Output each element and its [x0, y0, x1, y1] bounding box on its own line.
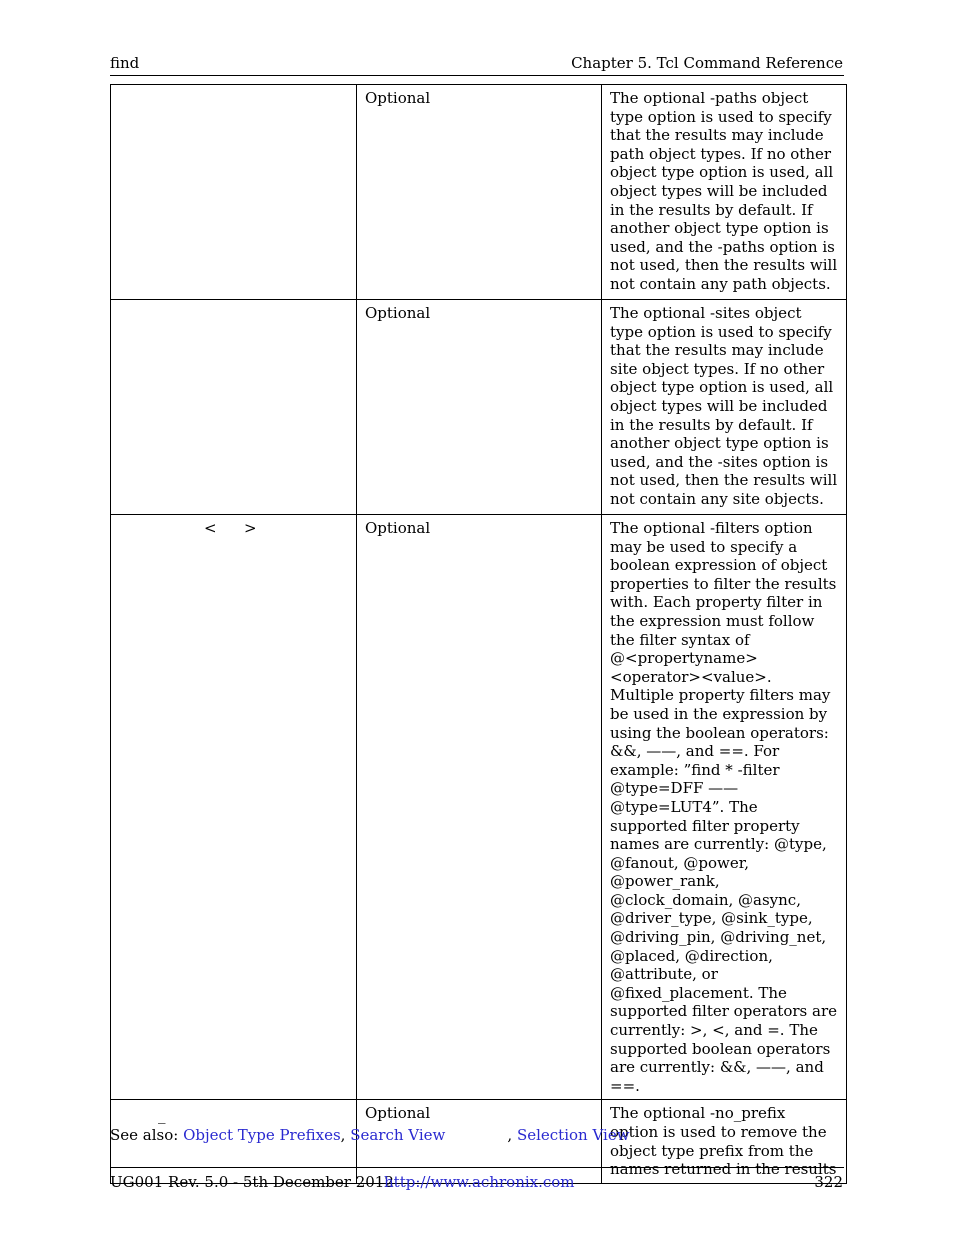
footer-rule	[110, 1167, 844, 1168]
description-cell: The optional -filters option may be used to specify a boolean expression of object properties to filter the results with. Each property filter in the expression must follow the filter syntax of @<propertyname><operator><value>. Multiple property filters may be used in the expression by using the boolean operators: &&, ——, and ==. For example: ”find * -filter @type=DFF —— @type=LUT4”. The supported filter property names are currently: @type, @fanout, @power, @power_rank, @clock_domain, @async, @driver_type, @sink_type, @driving_pin, @driving_net, @placed, @direction, @attribute, or @fixed_placement. The supported filter operators are currently: >, <, and =. The supported boolean operators are currently: &&, ——, and ==.	[602, 515, 847, 1100]
option-cell	[111, 300, 357, 515]
required-cell: Optional	[357, 515, 602, 1100]
option-gt-symbol: >	[244, 519, 257, 537]
link-selection-view[interactable]: Selection View	[516, 1126, 630, 1144]
see-also-separator: ,	[507, 1126, 513, 1144]
description-cell: The optional -paths object type option is used to specify that the results may include path object types. If no other object type option is used, all object types will be included in the results by default. If another object type option is used, and the -paths option is not used, then the results will not contain any path objects.	[602, 85, 847, 300]
options-table	[110, 84, 847, 1184]
description-cell: The optional -no_prefix option is used to remove the object type prefix from the names returned in the results	[602, 1100, 847, 1184]
option-cell	[111, 85, 357, 300]
option-cell	[111, 515, 357, 1100]
link-search-view[interactable]: Search View	[350, 1126, 446, 1144]
footer-url-link[interactable]: http://www.achronix.com	[384, 1173, 575, 1191]
table-row	[111, 85, 847, 300]
page-number: 322	[814, 1173, 843, 1191]
option-underscore: _	[158, 1106, 166, 1125]
option-lt-symbol: <	[204, 519, 217, 537]
required-cell: Optional	[357, 1100, 602, 1184]
description-cell: The optional -sites object type option is used to specify that the results may include site object types. If no other object type option is used, all object types will be included in the results by default. If another object type option is used, and the -sites option is not used, then the results will not contain any site objects.	[602, 300, 847, 515]
running-header-right: Chapter 5. Tcl Command Reference	[571, 54, 843, 72]
required-cell: Optional	[357, 85, 602, 300]
link-object-type-prefixes[interactable]: Object Type Prefixes	[183, 1126, 341, 1144]
see-also	[110, 1126, 630, 1144]
header-rule	[110, 75, 844, 76]
required-cell: Optional	[357, 300, 602, 515]
table-row	[111, 515, 847, 1100]
see-also-label: See also:	[110, 1126, 179, 1144]
running-header-left: find	[110, 54, 140, 72]
see-also-separator: ,	[340, 1126, 346, 1144]
table-row	[111, 300, 847, 515]
footer-doc-revision: UG001 Rev. 5.0 - 5th December 2012	[110, 1173, 394, 1191]
